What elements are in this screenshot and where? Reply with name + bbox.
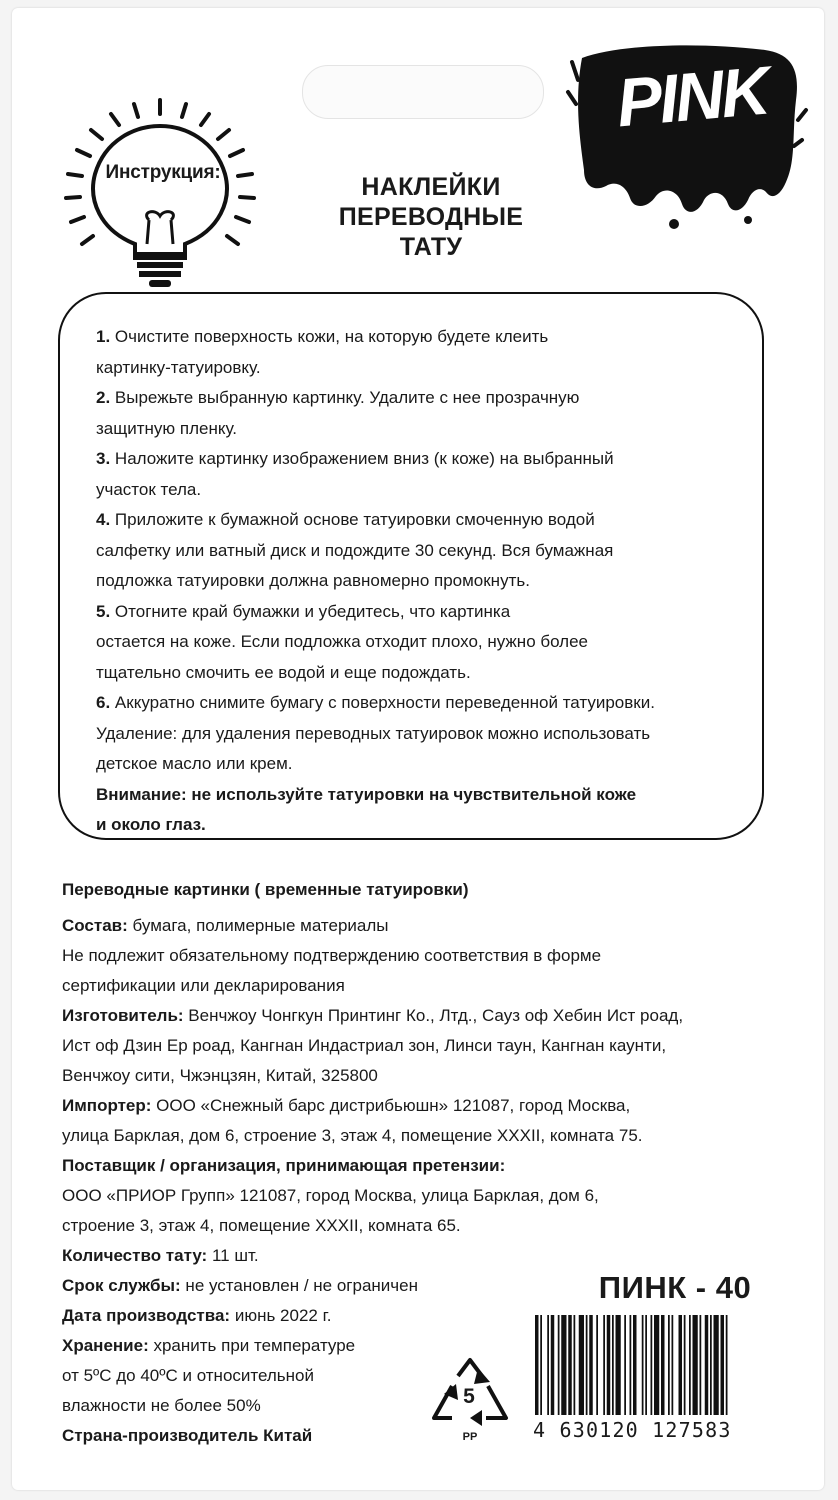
composition: Состав: бумага, полимерные материалы [62, 916, 389, 935]
brand-logo-text: PINK [613, 52, 771, 142]
country-of-origin: Страна-производитель Китай [62, 1426, 313, 1445]
importer: Импортер: ООО «Снежный барс дистрибьюшн» 121087, город Москва, [62, 1096, 631, 1115]
hang-hole [302, 65, 544, 119]
instruction-step-cont: тщательно смочить ее водой и еще подождать. [96, 662, 471, 682]
title-line: НАКЛЕЙКИ [361, 173, 501, 201]
removal-note-cont: детское масло или крем. [96, 754, 293, 773]
production-date: Дата производства: июнь 2022 г. [62, 1306, 332, 1325]
barcode [533, 1315, 787, 1415]
barcode-number: 4 630120 127583 [533, 1418, 732, 1442]
instruction-step: 3. Наложите картинку изображением вниз (к коже) на выбранный [96, 449, 614, 468]
instruction-step-cont: защитную пленку. [96, 418, 237, 438]
info-heading: Переводные картинки ( временные татуировки) [62, 880, 469, 899]
title-line: ТАТУ [399, 233, 463, 261]
manufacturer-cont: Ист оф Дзин Ер роад, Кангнан Индастриал зон, Линси таун, Кангнан каунти, [62, 1036, 667, 1055]
instruction-step-cont: подложка татуировки должна равномерно промокнуть. [96, 571, 530, 590]
instruction-step: 6. Аккуратно снимите бумагу с поверхности переведенной татуировки. [96, 693, 655, 712]
lightbulb-icon [55, 92, 265, 292]
recycle-number: 5 [463, 1385, 475, 1408]
manufacturer-cont: Венчжоу сити, Чжэнцзян, Китай, 325800 [62, 1066, 378, 1085]
storage: Хранение: хранить при температуре [62, 1336, 356, 1355]
instruction-step-cont: салфетку или ватный диск и подождите 30 секунд. Вся бумажная [96, 540, 614, 560]
storage-cont: от 5ºС до 40ºС и относительной [62, 1366, 314, 1385]
instruction-step: 1. Очистите поверхность кожи, на которую будете клеить [96, 327, 549, 346]
instructions-list [96, 322, 776, 841]
manufacturer: Изготовитель: Венчжоу Чонгкун Принтинг Ко., Лтд., Сауз оф Хебин Ист роад, [62, 1006, 684, 1025]
quantity: Количество тату: 11 шт. [62, 1246, 259, 1265]
sku-code: ПИНК - 40 [598, 1270, 752, 1305]
recycle-code: PP [462, 1431, 478, 1443]
storage-cont: влажности не более 50% [62, 1396, 261, 1415]
importer-cont: улица Барклая, дом 6, строение 3, этаж 4, помещение XXXII, комната 75. [62, 1126, 643, 1145]
instruction-step: 5. Отогните край бумажки и убедитесь, что картинка [96, 601, 511, 621]
supplier-label: Поставщик / организация, принимающая претензии: [62, 1156, 506, 1175]
instruction-step-cont: картинку-татуировку. [96, 357, 261, 377]
title-line: ПЕРЕВОДНЫЕ [338, 203, 524, 231]
certification-note-cont: сертификации или декларирования [62, 976, 345, 995]
supplier: ООО «ПРИОР Групп» 121087, город Москва, улица Барклая, дом 6, [62, 1186, 599, 1205]
certification-note: Не подлежит обязательному подтверждению соответствия в форме [62, 946, 602, 965]
instruction-step: 2. Вырежьте выбранную картинку. Удалите с нее прозрачную [96, 388, 580, 407]
instruction-step: 4. Приложите к бумажной основе татуировки смоченную водой [96, 510, 595, 529]
instruction-label: Инструкция: [105, 162, 221, 183]
warning-note-cont: и около глаз. [96, 815, 206, 834]
instruction-step-cont: участок тела. [96, 479, 202, 499]
supplier-cont: строение 3, этаж 4, помещение XXXII, комната 65. [62, 1216, 461, 1235]
instruction-step-cont: остается на коже. Если подложка отходит плохо, нужно более [96, 632, 589, 651]
warning-note: Внимание: не используйте татуировки на чувствительной коже [96, 784, 637, 804]
product-title [318, 172, 544, 262]
removal-note: Удаление: для удаления переводных татуировок можно использовать [96, 723, 651, 743]
shelf-life: Срок службы: не установлен / не ограничен [62, 1276, 418, 1295]
